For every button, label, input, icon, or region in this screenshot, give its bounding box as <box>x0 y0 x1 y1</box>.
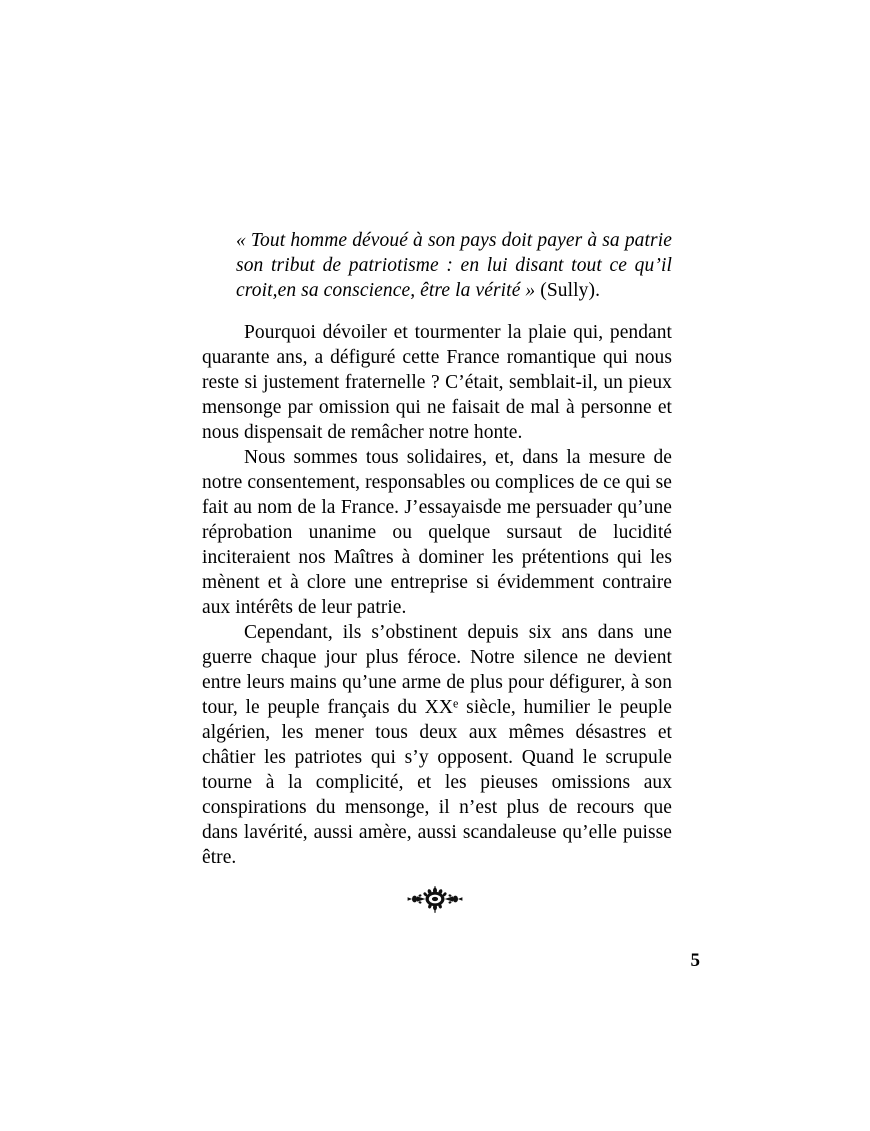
page-number: 5 <box>690 950 700 971</box>
page-text-block <box>202 228 672 870</box>
body-paragraph-3 <box>202 620 672 870</box>
body-paragraph-1: Pourquoi dévoiler et tourmenter la plaie qui, pendant quarante ans, a défiguré cette France romantique qui nous reste si justement fraternelle ? C’était, semblait-il, un pieux mensonge par omission qui ne faisait de mal à personne et nous dispensait de remâcher notre honte. <box>202 322 672 443</box>
epigraph-quote: « Tout homme dévoué à son pays doit payer à sa patrie son tribut de patriotisme : en lui disant tout ce qu’il croit,en sa conscience, être la vérité » <box>236 230 672 301</box>
epigraph <box>236 228 672 303</box>
fleuron-ornament <box>0 884 870 924</box>
body-paragraph-3-part2: siècle, humilier le peuple algérien, les mener tous deux aux mêmes désastres et châtier les patriotes qui s’y opposent. Quand le scrupule tourne à la complicité, et les pieuses omissions aux conspirations du mensonge, il n’est plus de recours que dans lavérité, aussi amère, aussi scandaleuse qu’elle puisse être. <box>202 697 673 868</box>
body-paragraph-3-part1: Cependant, ils s’obstinent depuis six ans dans une guerre chaque jour plus féroce. Notre silence ne devient entre leurs mains qu’une arme de plus pour défigurer, à son tour, le peuple français du XX <box>202 622 672 718</box>
body-paragraph-2: Nous sommes tous solidaires, et, dans la mesure de notre consentement, responsables ou complices de ce qui se fait au nom de la France. J’essayaisde me persuader qu’une réprobation unanime ou quelque sursaut de lucidité inciteraient nos Maîtres à dominer les prétentions qui les mènent et à clore une entreprise si évidemment contraire aux intérêts de leur patrie. <box>202 447 672 618</box>
epigraph-attribution: (Sully). <box>535 280 601 301</box>
ordinal-suffix: e <box>453 696 459 711</box>
